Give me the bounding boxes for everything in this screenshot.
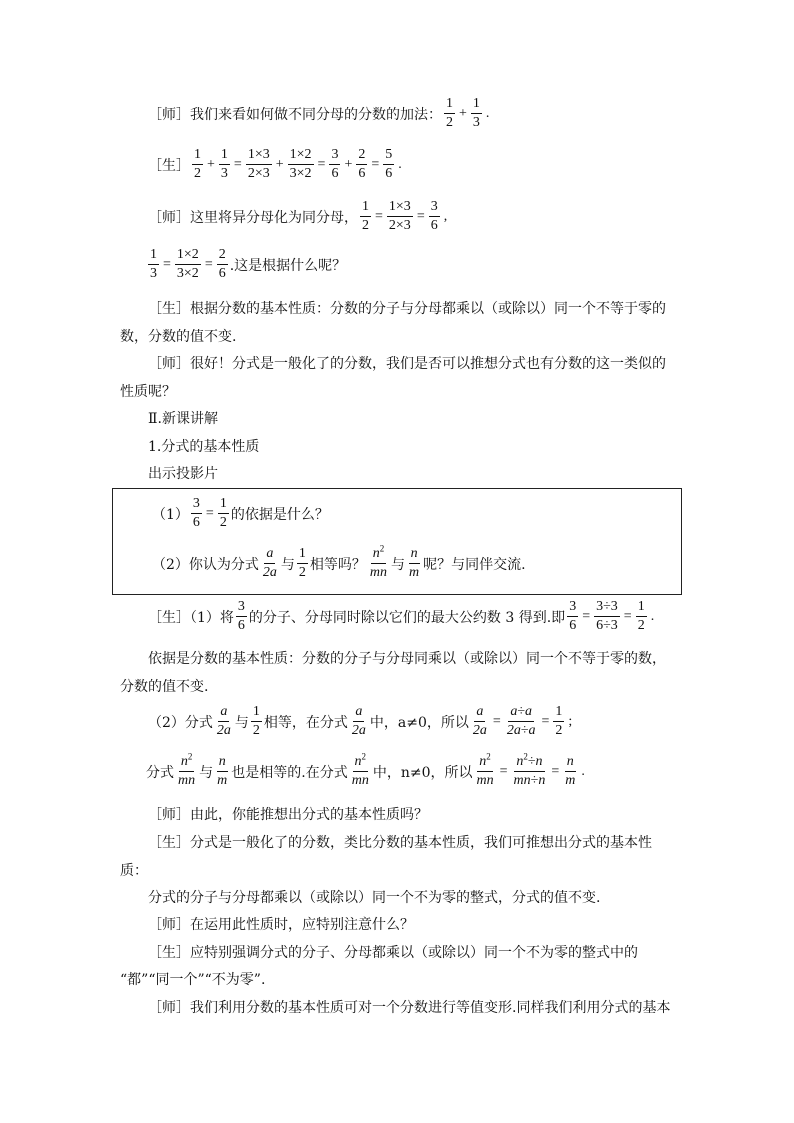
text: 的分子、分母同时除以它们的最大公约数 3 得到.即 (248, 609, 566, 626)
text: 中， (372, 764, 401, 781)
text: .这是根据什么呢？ (229, 257, 347, 274)
basis-line-a: 依据是分数的基本性质：分数的分子与分母同乘以（或除以）同一个不等于零的数， (148, 651, 666, 667)
text: （2）你认为分式 (152, 556, 259, 573)
student-line-6a: ［生］应特别强调分式的分子、分母都乘以（或除以）同一个不为零的整式中的 (148, 945, 638, 961)
speaker-label: ［生］ (148, 157, 190, 174)
text: （2）分式 (148, 714, 213, 731)
student-answer-1: ［生］（1）将 $\frac{3}{6}$ 的分子、分母同时除以它们的最大公约数 3 得到.即 $\frac{3}{6}$ = $\frac{3\div 3}{6\div 3}$ = $\frac{1}{2}$ . (148, 599, 655, 633)
text: 相等吗？ (309, 556, 366, 573)
property-statement: 分式的分子与分母都乘以（或除以）同一个不为零的整式，分式的值不变. (148, 890, 601, 906)
projection-note: 出示投影片 (148, 466, 218, 482)
fraction: $\frac{1}{2}$ (446, 96, 453, 130)
teacher-line-6: ［师］我们利用分数的基本性质可对一个分数进行等值变形.同样我们利用分式的基本 (148, 1000, 671, 1016)
teacher-line-5: ［师］在运用此性质时，应特别注意什么？ (148, 917, 414, 933)
text: 相等，在分式 (263, 714, 348, 731)
text: 与 (234, 714, 249, 731)
teacher-line-3a: ［师］很好！分式是一般化了的分数，我们是否可以推想分式也有分数的这一类似的 (148, 356, 666, 372)
box-question-1: （1） $\frac{3}{6}$ = $\frac{1}{2}$ 的依据是什么？ (152, 496, 329, 530)
teacher-line-1: ［师］我们来看如何做不同分母的分数的加法： $\frac{1}{2}$ + $\frac{1}{3}$ . (148, 96, 490, 130)
text: 与 (199, 764, 214, 781)
text: 呢？与同伴交流. (423, 556, 526, 573)
basis-line-b: 分数的值不变. (120, 679, 209, 695)
student-line-1: ［生］ $\frac{1}{2}$ + $\frac{1}{3}$ = $\frac{1\times 3}{2\times 3}$ + $\frac{1\times 2}{3\times 2}$ = $\frac{3}{6}$ + $\frac{2}{6}$ = $\frac{5}{6}$ . (148, 147, 402, 181)
text: ［生］（1）将 (148, 609, 234, 626)
student-line-5a: ［生］分式是一般化了的分数，类比分数的基本性质，我们可推想出分式的基本性 (148, 835, 652, 851)
student-answer-b: 数，分数的值不变. (120, 329, 237, 345)
text: 也是相等的.在分式 (231, 764, 348, 781)
text: 与 (280, 556, 295, 573)
student-answer-a: ［生］根据分数的基本性质：分数的分子与分母都乘以（或除以）同一个不等于零的 (148, 301, 666, 317)
text: ［师］我们来看如何做不同分母的分数的加法： (148, 106, 442, 123)
text: 分式 (146, 764, 174, 781)
text: 的依据是什么？ (230, 506, 329, 523)
teacher-line-3b: 性质呢？ (120, 384, 176, 400)
section-heading: Ⅱ.新课讲解 (148, 411, 218, 427)
text: a≠0，所以 (397, 714, 469, 731)
text: （1） (152, 506, 189, 523)
text: n≠0，所以 (400, 764, 473, 781)
text: ［师］这里将异分母化为同分母， (148, 209, 358, 226)
teacher-line-4: ［师］由此，你能推想出分式的基本性质吗？ (148, 807, 428, 823)
text: 与 (391, 556, 406, 573)
student-line-6b: “都”“同一个”“不为零”. (120, 972, 266, 988)
student-line-5b: 质： (120, 863, 148, 879)
box-question-2: （2）你认为分式 $\frac{a}{2a}$ 与 $\frac{1}{2}$ 相等吗？ $\frac{n^2}{mn}$ 与 $\frac{n}{m}$ 呢？与同伴交流. (152, 543, 526, 580)
teacher-line-2b: $\frac{1}{3}$ = $\frac{1\times 2}{3\times 2}$ = $\frac{2}{6}$ .这是根据什么呢？ (150, 247, 347, 281)
subsection-heading: 1.分式的基本性质 (148, 439, 260, 455)
student-answer-2b: 分式 $\frac{n^2}{mn}$ 与 $\frac{n}{m}$ 也是相等的.在分式 $\frac{n^2}{mn}$ 中， n≠0，所以 $\frac{n^2}{mn}$ = $\frac{n^2\div n}{mn\div n}$ = $\frac{n}{m}$ . (146, 751, 585, 788)
teacher-line-2: ［师］这里将异分母化为同分母， $\frac{1}{2}$ = $\frac{1\times 3}{2\times 3}$ = $\frac{3}{6}$ , (148, 199, 448, 233)
text: 中， (369, 714, 398, 731)
student-answer-2a: （2）分式 $\frac{a}{2a}$ 与 $\frac{1}{2}$ 相等，在分式 $\frac{a}{2a}$ 中， a≠0，所以 $\frac{a}{2a}$ = $\frac{a\div a}{2a\div a}$ = $\frac{1}{2}$ ; (148, 704, 573, 738)
fraction: $\frac{1}{3}$ (472, 96, 480, 130)
